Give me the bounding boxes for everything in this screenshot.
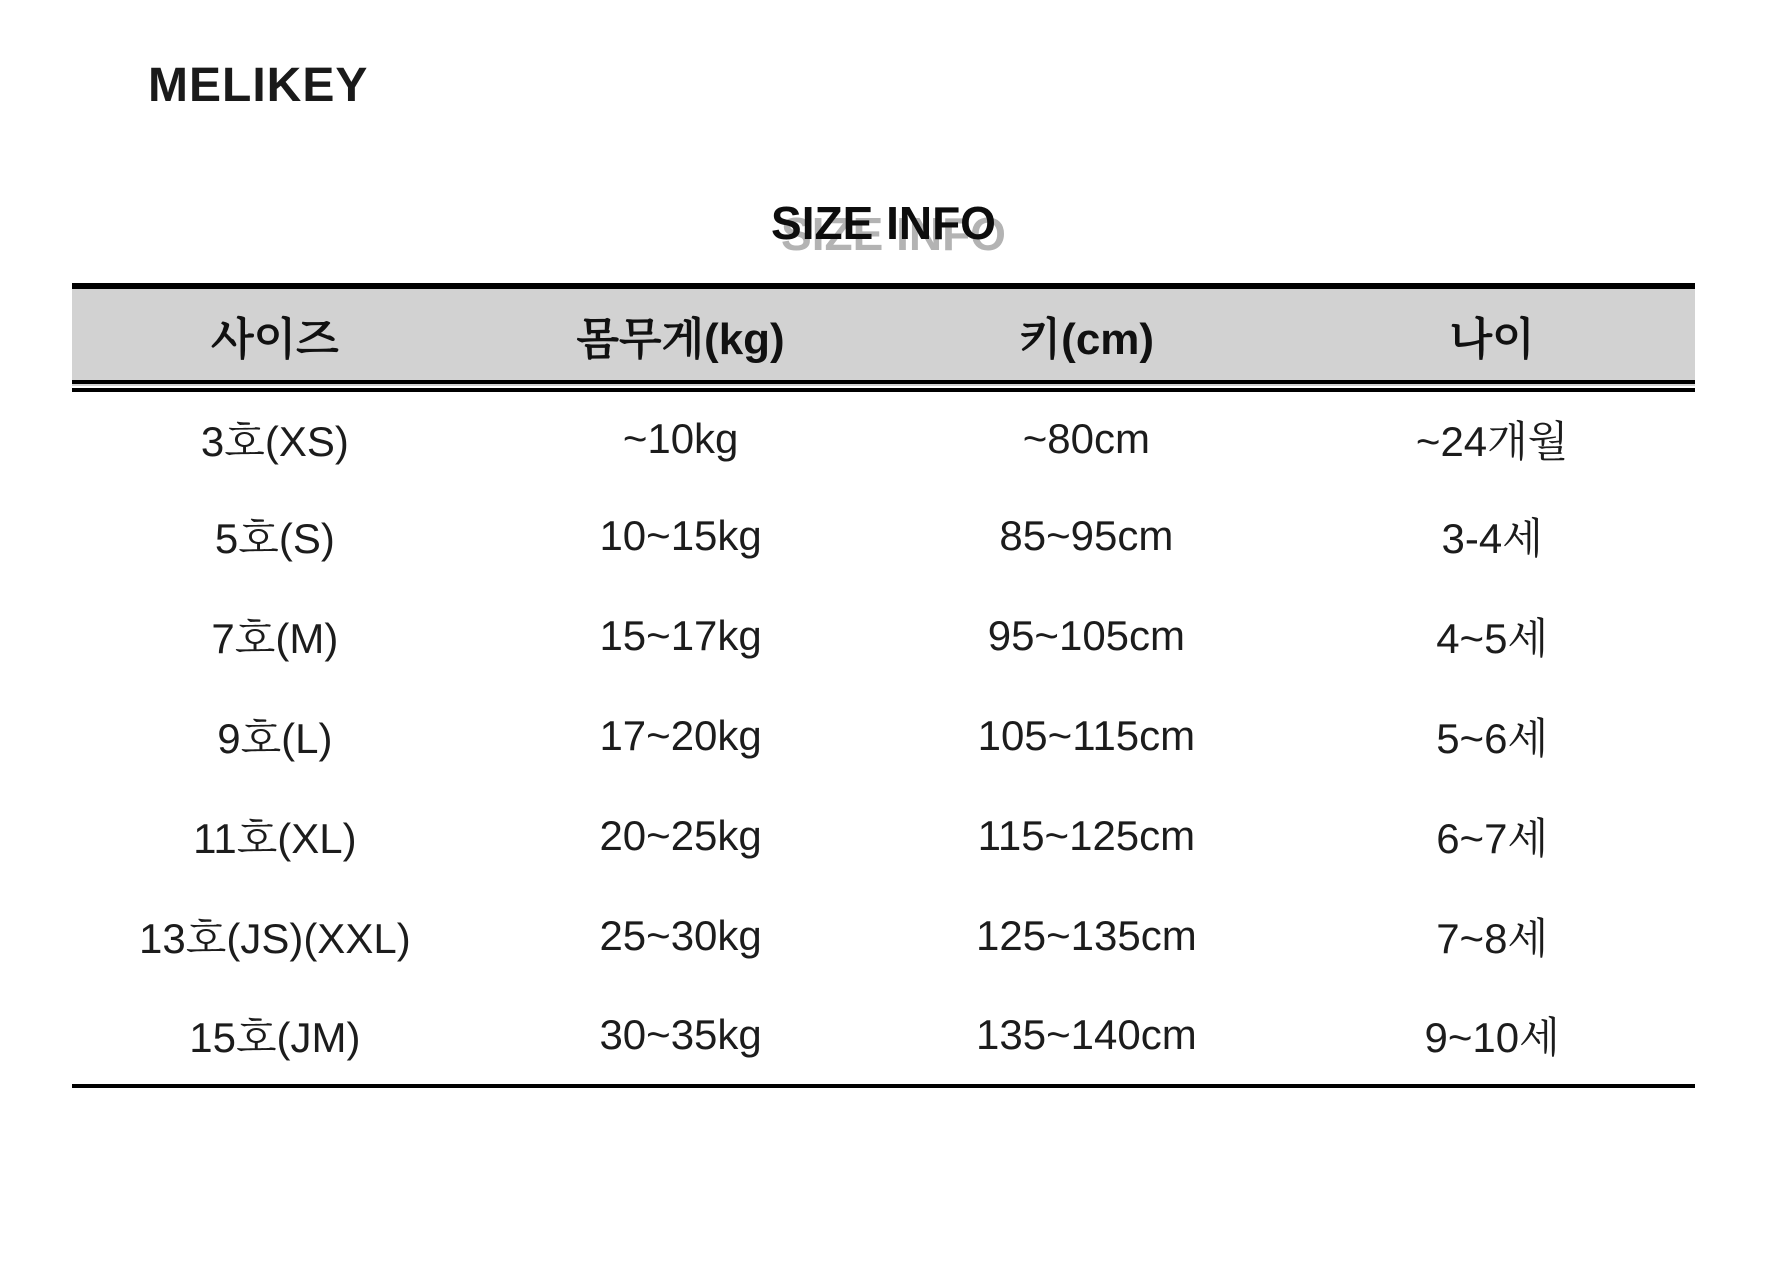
cell-weight: 17~20kg xyxy=(599,712,762,759)
cell-size: 11호(XL) xyxy=(193,815,357,862)
cell-size: 5호(S) xyxy=(214,515,335,562)
cell-weight: 25~30kg xyxy=(599,912,762,959)
column-header-age: 나이 xyxy=(1449,314,1535,364)
cell-size: 9호(L) xyxy=(217,715,333,762)
cell-weight: 30~35kg xyxy=(599,1011,762,1058)
cell-age: 4~5세 xyxy=(1436,615,1549,662)
cell-size: 3호(XS) xyxy=(200,418,349,465)
brand-logo: MELIKEY xyxy=(148,59,369,112)
table-row xyxy=(72,386,1695,486)
cell-weight: 10~15kg xyxy=(599,512,762,559)
cell-weight: 15~17kg xyxy=(599,612,762,659)
cell-age: 6~7세 xyxy=(1436,815,1549,862)
cell-size: 13호(JS)(XXL) xyxy=(139,915,411,962)
cell-age: ~24개월 xyxy=(1415,418,1569,465)
cell-height: 85~95cm xyxy=(999,512,1174,559)
cell-height: 115~125cm xyxy=(977,812,1196,859)
cell-weight: ~10kg xyxy=(622,415,739,462)
cell-age: 3-4세 xyxy=(1441,515,1543,562)
table-row xyxy=(72,886,1695,986)
page-title: SIZE INFO xyxy=(771,197,996,249)
cell-height: 95~105cm xyxy=(987,612,1186,659)
size-table xyxy=(72,283,1695,1088)
cell-age: 9~10세 xyxy=(1424,1014,1560,1061)
table-row xyxy=(72,986,1695,1086)
table-row xyxy=(72,686,1695,786)
column-header-size: 사이즈 xyxy=(211,314,339,364)
column-header-weight: 몸무게(kg) xyxy=(576,314,785,364)
table-row xyxy=(72,486,1695,586)
table-header-row xyxy=(72,286,1695,386)
cell-height: 125~135cm xyxy=(976,912,1197,959)
cell-height: 105~115cm xyxy=(977,712,1196,759)
cell-height: ~80cm xyxy=(1022,415,1150,462)
cell-age: 5~6세 xyxy=(1436,715,1549,762)
cell-height: 135~140cm xyxy=(976,1011,1197,1058)
cell-size: 15호(JM) xyxy=(189,1014,361,1061)
table-row xyxy=(72,586,1695,686)
cell-weight: 20~25kg xyxy=(599,812,762,859)
cell-age: 7~8세 xyxy=(1436,915,1549,962)
column-header-height: 키(cm) xyxy=(1018,314,1155,364)
cell-size: 7호(M) xyxy=(211,615,339,662)
table-row xyxy=(72,786,1695,886)
